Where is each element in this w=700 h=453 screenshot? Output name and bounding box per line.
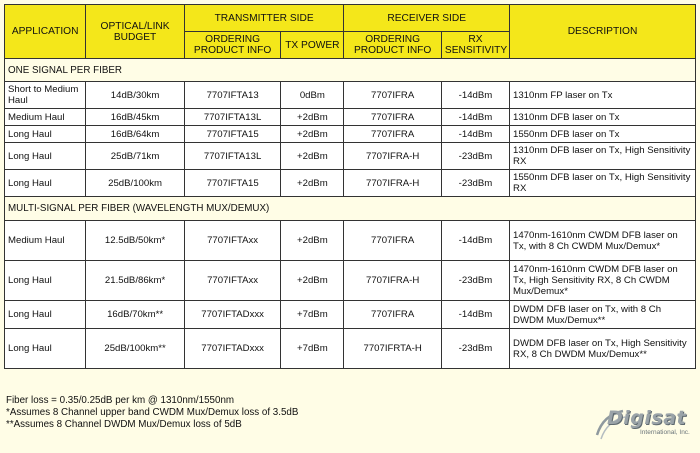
section-title: ONE SIGNAL PER FIBER (5, 59, 696, 82)
cell-rx-part: 7707IFRA (344, 109, 442, 126)
cell-rx-part: 7707IFRA (344, 221, 442, 261)
cell-description: DWDM DFB laser on Tx, with 8 Ch DWDM Mux/Demux** (510, 301, 696, 329)
cell-tx-power: +2dBm (281, 261, 344, 301)
header-tx-ordering: ORDERING PRODUCT INFO (184, 32, 281, 59)
cell-application: Long Haul (5, 126, 86, 143)
cell-rx-sensitivity: -14dBm (441, 301, 509, 329)
cell-rx-sensitivity: -14dBm (441, 126, 509, 143)
cell-rx-sensitivity: -23dBm (441, 143, 509, 170)
footnote: Fiber loss = 0.35/0.25dB per km @ 1310nm/1550nm (6, 395, 235, 406)
table-row (5, 109, 696, 126)
cell-description: 1470nm-1610nm CWDM DFB laser on Tx, High Sensitivity RX, 8 Ch CWDM Mux/Demux* (510, 261, 696, 301)
cell-application: Medium Haul (5, 109, 86, 126)
table-row (5, 301, 696, 329)
logo-name: Digisat (607, 407, 687, 429)
cell-tx-part: 7707IFTA13L (184, 109, 281, 126)
cell-budget: 21.5dB/86km* (86, 261, 185, 301)
cell-tx-power: +2dBm (281, 109, 344, 126)
cell-application: Medium Haul (5, 221, 86, 261)
cell-tx-part: 7707IFTAxx (184, 221, 281, 261)
footnote: **Assumes 8 Channel DWDM Mux/Demux loss of 5dB (6, 418, 242, 430)
cell-rx-sensitivity: -14dBm (441, 221, 509, 261)
cell-rx-part: 7707IFRA-H (344, 143, 442, 170)
cell-rx-part: 7707IFRA (344, 301, 442, 329)
table-row (5, 143, 696, 170)
cell-rx-sensitivity: -23dBm (441, 170, 509, 197)
header-rx-sensitivity: RX SENSITIVITY (441, 32, 509, 59)
cell-application: Short to Medium Haul (5, 82, 86, 109)
table-row (5, 82, 696, 109)
cell-description: DWDM DFB laser on Tx, High Sensitivity RX, 8 Ch DWDM Mux/Demux** (510, 329, 696, 369)
cell-budget: 16dB/64km (86, 126, 185, 143)
cell-budget: 25dB/100km (86, 170, 185, 197)
cell-tx-power: +2dBm (281, 126, 344, 143)
cell-rx-part: 7707IFRA (344, 126, 442, 143)
footnotes (6, 395, 298, 430)
cell-tx-power: +2dBm (281, 170, 344, 197)
table-row (5, 329, 696, 369)
header-tx-power: TX POWER (281, 32, 344, 59)
digisat-logo (593, 405, 697, 449)
header-description: DESCRIPTION (510, 5, 696, 59)
cell-application: Long Haul (5, 261, 86, 301)
table-row (5, 221, 696, 261)
cell-description: 1310nm FP laser on Tx (510, 82, 696, 109)
cell-tx-part: 7707IFTA13L (184, 143, 281, 170)
cell-budget: 16dB/45km (86, 109, 185, 126)
cell-tx-power: +2dBm (281, 221, 344, 261)
cell-rx-sensitivity: -14dBm (441, 109, 509, 126)
cell-tx-part: 7707IFTAxx (184, 261, 281, 301)
cell-rx-part: 7707IFRA (344, 82, 442, 109)
cell-tx-power: +7dBm (281, 329, 344, 369)
cell-budget: 12.5dB/50km* (86, 221, 185, 261)
table-row (5, 170, 696, 197)
header-receiver-side: RECEIVER SIDE (344, 5, 510, 32)
cell-rx-part: 7707IFRA-H (344, 170, 442, 197)
footnote: *Assumes 8 Channel upper band CWDM Mux/Demux loss of 3.5dB (6, 406, 299, 418)
cell-budget: 16dB/70km** (86, 301, 185, 329)
cell-application: Long Haul (5, 170, 86, 197)
header-application: APPLICATION (5, 5, 86, 59)
header-budget: OPTICAL/LINK BUDGET (86, 5, 185, 59)
cell-rx-sensitivity: -23dBm (441, 329, 509, 369)
spec-table (4, 4, 696, 369)
cell-application: Long Haul (5, 143, 86, 170)
cell-tx-power: 0dBm (281, 82, 344, 109)
header-rx-ordering: ORDERING PRODUCT INFO (344, 32, 442, 59)
cell-description: 1310nm DFB laser on Tx, High Sensitivity RX (510, 143, 696, 170)
cell-application: Long Haul (5, 329, 86, 369)
cell-budget: 25dB/100km** (86, 329, 185, 369)
cell-rx-part: 7707IFRTA-H (344, 329, 442, 369)
cell-tx-part: 7707IFTADxxx (184, 329, 281, 369)
cell-application: Long Haul (5, 301, 86, 329)
table-row (5, 126, 696, 143)
section-title: MULTI-SIGNAL PER FIBER (WAVELENGTH MUX/DEMUX) (5, 197, 696, 221)
cell-tx-part: 7707IFTADxxx (184, 301, 281, 329)
cell-rx-sensitivity: -14dBm (441, 82, 509, 109)
cell-tx-part: 7707IFTA13 (184, 82, 281, 109)
cell-tx-part: 7707IFTA15 (184, 126, 281, 143)
cell-description: 1550nm DFB laser on Tx (510, 126, 696, 143)
table-row (5, 261, 696, 301)
cell-budget: 14dB/30km (86, 82, 185, 109)
cell-description: 1310nm DFB laser on Tx (510, 109, 696, 126)
cell-tx-power: +2dBm (281, 143, 344, 170)
header-transmitter-side: TRANSMITTER SIDE (184, 5, 344, 32)
cell-description: 1550nm DFB laser on Tx, High Sensitivity RX (510, 170, 696, 197)
cell-description: 1470nm-1610nm CWDM DFB laser on Tx, with 8 Ch CWDM Mux/Demux* (510, 221, 696, 261)
cell-budget: 25dB/71km (86, 143, 185, 170)
cell-rx-sensitivity: -23dBm (441, 261, 509, 301)
cell-tx-part: 7707IFTA15 (184, 170, 281, 197)
logo-subtitle: International, Inc. (640, 429, 690, 436)
cell-tx-power: +7dBm (281, 301, 344, 329)
cell-rx-part: 7707IFRA-H (344, 261, 442, 301)
